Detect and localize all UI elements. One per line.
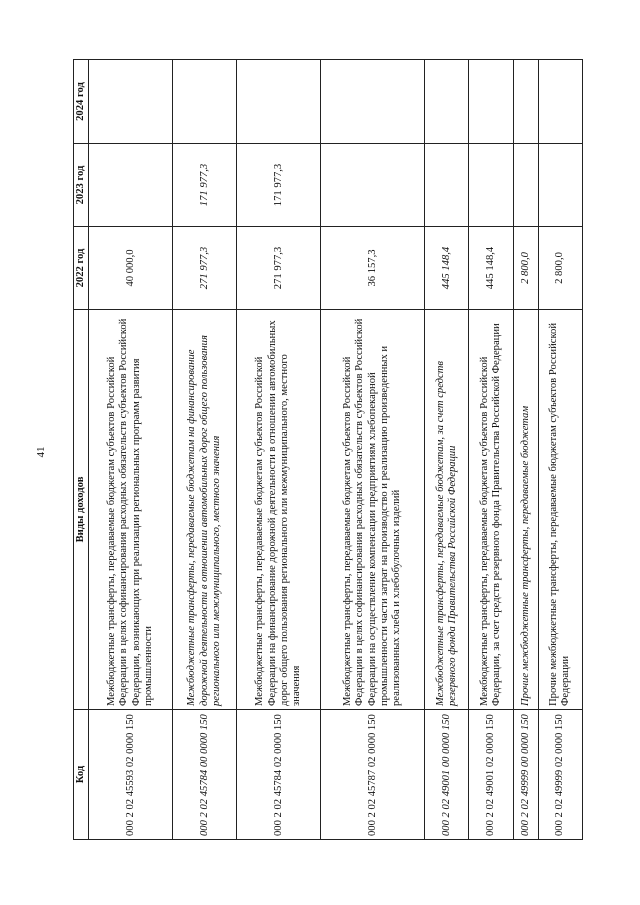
table-row xyxy=(513,60,538,840)
row-value-2022: 2 800,0 xyxy=(513,227,538,310)
row-value-2023: 171 977,3 xyxy=(237,144,321,227)
row-value-2023 xyxy=(89,144,173,227)
table-row xyxy=(237,60,321,840)
table-body xyxy=(89,60,583,840)
header-year-2022: 2022 год xyxy=(74,227,89,310)
row-code: 000 2 02 45784 00 0000 150 xyxy=(173,710,237,840)
table-row xyxy=(538,60,582,840)
page-number: 41 xyxy=(35,446,47,458)
row-value-2022: 271 977,3 xyxy=(173,227,237,310)
revenue-table xyxy=(73,59,583,840)
row-revenue-type: Межбюджетные трансферты, передаваемые бюджетам субъектов Российской Федерации в целях софинансирования расходных обязательств субъектов Российской Федерации, возникающих при реализации региональных программ развития промышленности xyxy=(89,310,173,710)
header-year-2023: 2023 год xyxy=(74,144,89,227)
table-row xyxy=(89,60,173,840)
row-code: 000 2 02 45787 02 0000 150 xyxy=(321,710,425,840)
table-row xyxy=(425,60,469,840)
row-code: 000 2 02 49001 02 0000 150 xyxy=(469,710,513,840)
row-code: 000 2 02 49999 00 0000 150 xyxy=(513,710,538,840)
table-row xyxy=(173,60,237,840)
row-value-2022: 40 000,0 xyxy=(89,227,173,310)
row-value-2024 xyxy=(469,60,513,144)
row-value-2022: 2 800,0 xyxy=(538,227,582,310)
row-code: 000 2 02 45784 02 0000 150 xyxy=(237,710,321,840)
row-code: 000 2 02 49999 02 0000 150 xyxy=(538,710,582,840)
row-value-2022: 445 148,4 xyxy=(425,227,469,310)
row-revenue-type: Межбюджетные трансферты, передаваемые бюджетам субъектов Российской Федерации, за счет средств резервного фонда Правительства Российской Федерации xyxy=(469,310,513,710)
row-value-2022: 36 157,3 xyxy=(321,227,425,310)
row-value-2023: 171 977,3 xyxy=(173,144,237,227)
row-value-2022: 271 977,3 xyxy=(237,227,321,310)
row-value-2023 xyxy=(513,144,538,227)
row-revenue-type: Прочие межбюджетные трансферты, передаваемые бюджетам субъектов Российской Федерации xyxy=(538,310,582,710)
row-revenue-type: Межбюджетные трансферты, передаваемые бюджетам, за счет средств резервного фонда Правительства Российской Федерации xyxy=(425,310,469,710)
row-value-2024 xyxy=(425,60,469,144)
row-value-2024 xyxy=(321,60,425,144)
row-value-2024 xyxy=(173,60,237,144)
row-value-2022: 445 148,4 xyxy=(469,227,513,310)
row-value-2023 xyxy=(321,144,425,227)
row-value-2023 xyxy=(425,144,469,227)
row-value-2024 xyxy=(89,60,173,144)
row-value-2024 xyxy=(513,60,538,144)
row-revenue-type: Межбюджетные трансферты, передаваемые бюджетам субъектов Российской Федерации на финансирование дорожной деятельности в отношении автомобильных дорог общего пользования регионального или межмуниципального, местного значения xyxy=(237,310,321,710)
row-code: 000 2 02 49001 00 0000 150 xyxy=(425,710,469,840)
header-revenue-type: Виды доходов xyxy=(74,310,89,710)
row-revenue-type: Межбюджетные трансферты, передаваемые бюджетам субъектов Российской Федерации в целях софинансирования расходных обязательств субъектов Российской Федерации на осуществление компенсации предприятиям хлебопекарной промышленности части затрат на производство и реализацию произведенных и реализованных хлеба и хлебобулочных изделий xyxy=(321,310,425,710)
row-value-2023 xyxy=(469,144,513,227)
header-year-2024: 2024 год xyxy=(74,60,89,144)
table-row xyxy=(321,60,425,840)
row-value-2024 xyxy=(538,60,582,144)
row-value-2024 xyxy=(237,60,321,144)
row-revenue-type: Прочие межбюджетные трансферты, передаваемые бюджетам xyxy=(513,310,538,710)
header-code: Код xyxy=(74,710,89,840)
table-row xyxy=(469,60,513,840)
header-row xyxy=(74,60,89,840)
row-value-2023 xyxy=(538,144,582,227)
row-code: 000 2 02 45593 02 0000 150 xyxy=(89,710,173,840)
row-revenue-type: Межбюджетные трансферты, передаваемые бюджетам на финансирование дорожной деятельности в отношении автомобильных дорог общего пользования регионального или межмуниципального, местного значения xyxy=(173,310,237,710)
revenue-table-container xyxy=(73,60,583,840)
